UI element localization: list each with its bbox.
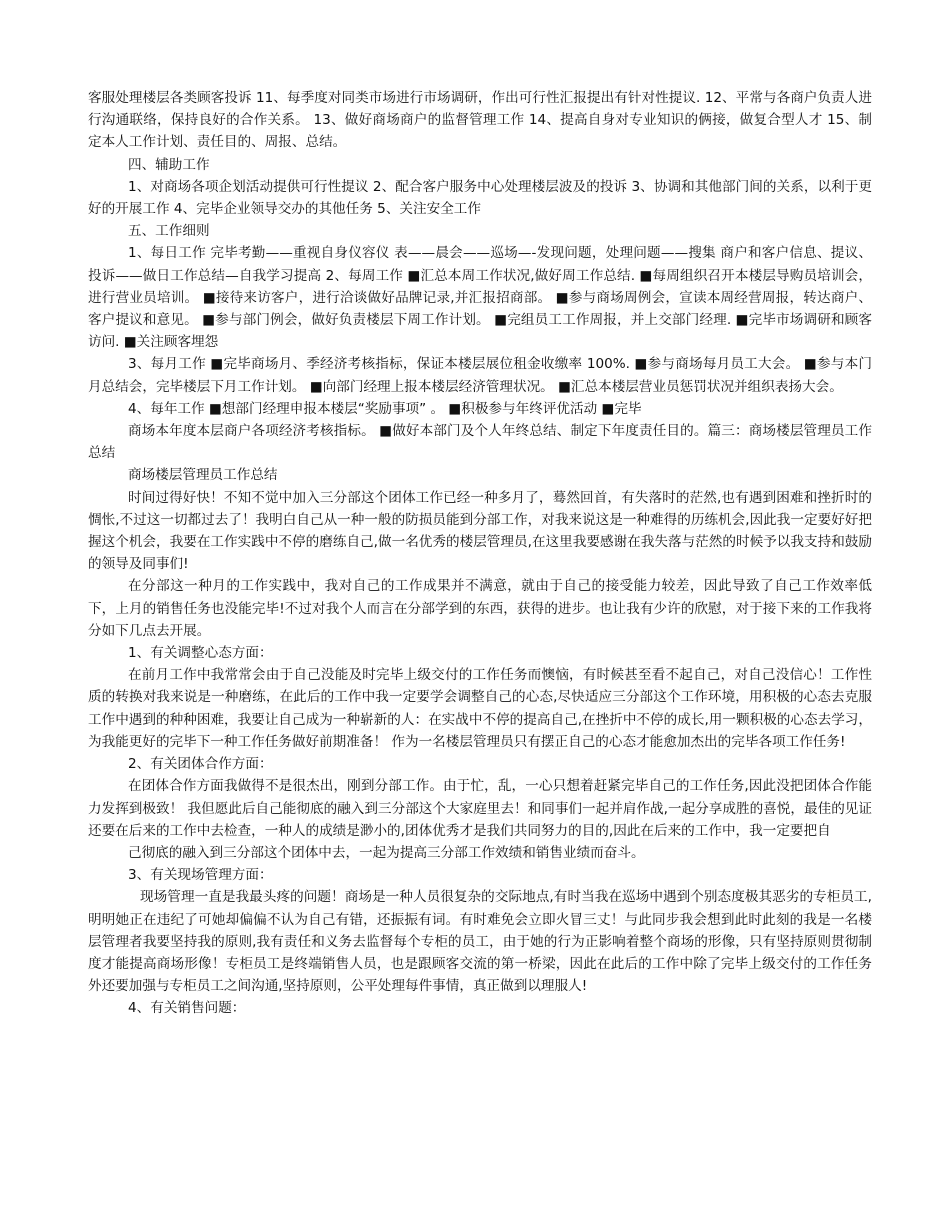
paragraph: 1、对商场各项企划活动提供可行性提议 2、配合客户服务中心处理楼层波及的投诉 3、协调和其他部门间的关系，以利于更好的开展工作 4、完毕企业领导交办的其他任务 5、关注安全工作 <box>88 178 872 218</box>
paragraph: 时间过得好快！不知不觉中加入三分部这个团体工作已经一种多月了，蓦然回首，有失落时的茫然,也有遇到困难和挫折时的惆怅,不过这一切都过去了！我明白自己从一种一般的防损员能到分部工作，对我来说这是一种难得的历练机会,因此我一定要好好把握这个机会，我要在工作实践中不停的磨练自己,做一名优秀的楼层管理员,在这里我要感谢在我失落与茫然的时候予以我支持和鼓励的领导及同事们! <box>88 489 872 573</box>
section-heading: 五、工作细则 <box>128 223 210 240</box>
paragraph: 在前月工作中我常常会由于自己没能及时完毕上级交付的工作任务而懊恼，有时候甚至看不起自己，对自己没信心！工作性质的转换对我来说是一种磨练，在此后的工作中我一定要学会调整自己的心态,尽快适应三分部这个工作环境，用积极的心态去克服工作中遇到的种种困难，我要让自己成为一种崭新的人：在实战中不停的提高自己,在挫折中不停的成长,用一颗积极的心态去学习，为我能更好的完毕下一种工作任务做好前期准备！ 作为一名楼层管理员只有摆正自己的心态才能愈加杰出的完毕各项工作任务! <box>88 667 872 750</box>
subsection-heading: 1、有关调整心态方面： <box>128 645 273 662</box>
subsection-heading: 2、有关团体合作方面： <box>128 756 273 773</box>
paragraph: 4、每年工作 ■想部门经理申报本楼层“奖励事项” 。 ■积极参与年终评优活动 ■完毕 <box>128 400 642 417</box>
article-title: 商场楼层管理员工作总结 <box>128 467 278 484</box>
paragraph: 客服处理楼层各类顾客投诉 11、每季度对同类市场进行市场调研，作出可行性汇报提出有针对性提议. 12、平常与各商户负责人进行沟通联络，保持良好的合作关系。 13、做好商场商户的监督管理工作 14、提高自身对专业知识的俩接，做复合型人才 15、制定本人工作计划、责任目的、周报、总结。 <box>88 90 872 151</box>
paragraph: 在团体合作方面我做得不是很杰出，刚到分部工作。由于忙，乱，一心只想着赶紧完毕自己的工作任务,因此没把团体合作能力发挥到极致！ 我但愿此后自己能彻底的融入到三分部这个大家庭里去！和同事们一起并肩作战,一起分享成胜的喜悦，最佳的见证还要在后来的工作中去检查，一种人的成绩是渺小的,团体优秀才是我们共同努力的目的,因此在后来的工作中，我一定要把自 <box>88 778 872 839</box>
section-heading: 四、辅助工作 <box>128 156 210 173</box>
paragraph: 商场本年度本层商户各项经济考核指标。 ■做好本部门及个人年终总结、制定下年度责任目的。篇三：商场楼层管理员工作总结 <box>88 423 872 462</box>
paragraph: 1、每日工作 完毕考勤——重视自身仪容仪 表——晨会——巡场—-发现问题，处理问题——搜集 商户和客户信息、提议、投诉——做日工作总结—自我学习提高 2、每周工作 ■汇总本周工作状况,做好周工作总结. ■每周组织召开本楼层导购员培训会，进行营业员培训。 ■接待来访客户，进行洽谈做好品牌记录,并汇报招商部。 ■参与商场周例会，宣读本周经营周报，转达商户、客户提议和意见。 ■参与部门例会，做好负责楼层下周工作计划。 ■完组员工工作周报，并上交部门经理. ■完毕市场调研和顾客访问. ■关注顾客埋怨 <box>88 245 872 351</box>
paragraph: 现场管理一直是我最头疼的问题！商场是一种人员很复杂的交际地点,有时当我在巡场中遇到个别态度极其恶劣的专柜员工,明明她正在违纪了可她却偏偏不认为自己有错，还振振有词。有时难免会立即火冒三丈！与此同步我会想到此时此刻的我是一名楼层管理者我要坚持我的原则,我有责任和义务去监督每个专柜的员工，由于她的行为正影响着整个商场的形像，只有坚持原则贯彻制度才能提高商场形像！专柜员工是终端销售人员，也是跟顾客交流的第一桥梁，因此在此后的工作中除了完毕上级交付的工作任务外还要加强与专柜员工之间沟通,坚持原则，公平处理每件事情，真正做到以理服人! <box>88 889 872 995</box>
paragraph: 己彻底的融入到三分部这个团体中去，一起为提高三分部工作效绩和销售业绩而奋斗。 <box>128 844 645 861</box>
subsection-heading: 3、有关现场管理方面： <box>128 867 273 884</box>
paragraph: 在分部这一种月的工作实践中，我对自己的工作成果并不满意，就由于自己的接受能力较差，因此导致了自己工作效率低下，上月的销售任务也没能完毕!不过对我个人而言在分部学到的东西，获得的进步。也让我有少许的欣慰，对于接下来的工作我将分如下几点去开展。 <box>88 578 872 639</box>
paragraph: 3、每月工作 ■完毕商场月、季经济考核指标，保证本楼层展位租金收缴率 100%. ■参与商场每月员工大会。 ■参与本门月总结会，完毕楼层下月工作计划。 ■向部门经理上报本楼层经济管理状况。 ■汇总本楼层营业员惩罚状况并组织表扬大会。 <box>88 356 872 395</box>
subsection-heading: 4、有关销售问题： <box>128 1000 246 1017</box>
